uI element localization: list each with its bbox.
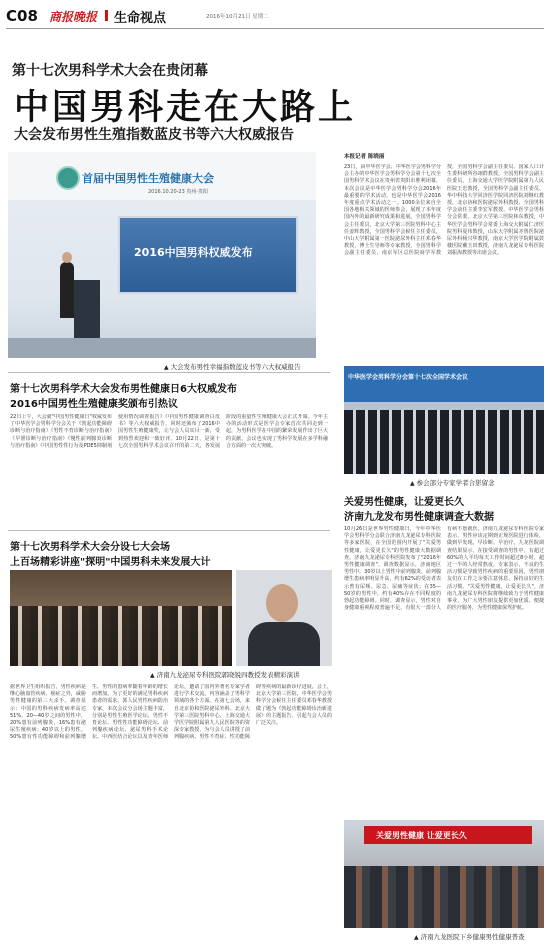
lead-kicker: 第十七次男科学术大会在贵闭幕: [12, 63, 208, 79]
sec2-title-line2: 上百场精彩讲座"探明"中国男科未来发展大计: [10, 557, 211, 568]
byline: 本报记者 陈晓丽: [344, 154, 385, 160]
caption-marker-icon: ▲: [410, 480, 415, 487]
photo2-caption-text: 济南九龙泌尿专科医院郭晓锐四教授发表精彩演讲: [156, 671, 300, 679]
conference-stage-photo: [8, 152, 316, 358]
photo1-caption-text: 大会发布男性幸福指数蓝皮书等六大权威报告: [170, 363, 301, 371]
speaker-head-2: [266, 584, 298, 622]
photo1-caption: [164, 362, 301, 371]
photo5-caption: [414, 932, 525, 941]
section-rule-2: [8, 530, 330, 531]
outreach-banner: 关爱男性健康 让爱更长久: [376, 831, 467, 840]
lead-title: 中国男科走在大路上: [14, 88, 357, 128]
speaker-suit: [248, 622, 320, 666]
section-rule-1: [8, 372, 330, 373]
section-title: 生命视点: [114, 11, 167, 26]
outreach-photo: [344, 820, 544, 928]
page-header: [6, 4, 546, 26]
sec2-title-line1: 第十七次男科学术大会分设七大会场: [10, 542, 170, 553]
screen-title: 2016中国男科权威发布: [134, 246, 253, 259]
caption-marker-icon: ▲: [164, 364, 169, 371]
photo3-caption: [410, 478, 495, 487]
group-photo: [344, 366, 544, 474]
masthead-logo: 商报晚报: [49, 10, 98, 24]
group-people: [344, 410, 544, 474]
banner-date: 2016.10.20-23 贵州·贵阳: [148, 189, 208, 195]
speaker-head: [62, 252, 72, 263]
stage-floor: [8, 338, 316, 358]
speaker-portrait-photo: [236, 570, 332, 666]
podium: [74, 280, 100, 340]
photo2-caption: [150, 670, 300, 679]
header-rule: [6, 28, 544, 29]
sec1-title-line2: 2016中国男性生殖健康奖颁布引热议: [10, 399, 178, 410]
group-banner: 中华医学会男科学分会第十七次全国学术会议: [348, 374, 469, 381]
caption-marker-icon: ▲: [150, 672, 155, 679]
logo-emblem-icon: [56, 166, 80, 190]
sec1-text: 22日上午，大会就"中国男性健康日"权威发布了中华医学会男科学分会关于《勃起功能障碍诊断与治疗指南》《男性不育诊断与治疗指南》《早泄诊断与治疗指南》《慢性前列腺炎诊断与治疗指南》《中国男性性行为及PDE5抑制剂使用情况调查报告》《中国男性健康调查白皮书》等六大权威报告，同时还颁布了2016中国男性生殖健康奖，让与会人员耳目一新，受到热烈欢迎和一致好评。10月22日，是第十七次全国男科学术会议召开的第二天，各发展阶段的重量性生殖健康大会正式开幕。今年主办的活动形式是医学会专家首次共同走到一起，为男科医学在中国的繁荣发展作出了巨大的贡献，会议也实现了男科学发展在多学科融合方面的一次大突破。: [10, 414, 328, 449]
lead-subtitle: 大会发布男性生殖指数蓝皮书等六大权威报告: [14, 127, 294, 143]
crowd: [344, 866, 544, 928]
caption-marker-icon: ▲: [414, 934, 419, 941]
speaker-figure: [60, 262, 74, 318]
sec3-title-line2: 济南九龙发布男性健康调查大数据: [344, 512, 494, 523]
lecture-audience-photo: [10, 570, 232, 666]
sec2-text: 据世界卫生组织报告，男性疾病是继心脑血管疾病、癌症之外，威胁男性健康的第三大杀手。调查显示：中国的男科疾病发病率高达51%，20—40岁之间的男性中，20%患有前列腺炎，16%患有泌尿生殖疾病；40岁以上的男性，50%患有性功能障碍和前列腺增生。男性的患病率随着年龄的增长而增加。为了更好的满足男科疾病患者的需求，郭人民男性疾病防治专家，本次会议分会场主题丰富，分别是男性生殖医学论坛、男性不育论坛、男性性功能障碍论坛、前列腺疾病论坛、泌尿男科手术论坛、中西医结合论坛以及青年医师论坛，邀请了国内外著名专家学者进行学术交流，内容涵盖了男科学领域的各个方面。在第七会场，来自北京协和医院泌尿外科、北京大学第三医院男科中心、上海交通大学医学院附属第九人民医院等的资深专家教授，为与会人员讲授了前列腺疾病、男性不育症、性功能障碍等疾病的最新诊疗进展。会上，北京大学第三医院、中华医学会男科学分会候任主任委员邓春华教授做了题为《勃起功能障碍诊治新进展》的主题报告，引起与会人员的广泛关注。: [10, 684, 332, 741]
photo5-caption-text: 济南九龙医院下乡健康男性健康普查: [420, 933, 525, 941]
sec3-text: 10月26日是世界男性健康日，今年中华医学会男科学分会联合济南九龙泌尿专科医院等多家医院，在全国范围内开展了"关爱男性健康，让爱更长久"的男性健康大数据调查。济南九龙泌尿专科医院发布了"2016年男性健康调查"，调查数据显示，济南地区男性中，30岁以上男性中前列腺炎、前列腺增生患病率明显升高，约有62%的受访者表示曾有尿频、尿急、尿痛等症状；在35—50岁的男性中，约有40%存在不同程度的勃起功能障碍。同时，调查显示，男性对自身健康重视程度普遍不足，有很大一部分人有病不愿就医。济南九龙泌尿专科医院专家表示，男性应该定期到正规医院进行体检，做到早发现、早诊断、早治疗。九龙医院调查结果显示，在接受调查的男性中，有超过60%的人平均每天工作时间超过8小时，超过一半的人经常熬夜。专家表示，不良的生活习惯是导致男性疾病的重要原因，男性朋友们在工作之余要注意休息，保持良好的生活习惯。"关爱男性健康，让爱更长久"，济南九龙泌尿专科医院将继续致力于男性健康事业，为广大男性朋友提供更加优质、便捷的医疗服务，为男性健康保驾护航。: [344, 526, 544, 612]
photo3-caption-text: 参会部分专家学者合影留念: [416, 479, 495, 487]
projection-screen: [118, 216, 298, 294]
sec1-title-line1: 第十七次男科学术大会发布男性健康日6大权威发布: [10, 384, 237, 395]
sec3-title-line1: 关爱男性健康，让爱更长久: [344, 497, 464, 508]
dateline: 2016年10月21日 星期二: [206, 14, 269, 20]
page-number: C08: [6, 7, 38, 25]
audience-rows: [10, 606, 232, 666]
banner-title: 首届中国男性生殖健康大会: [82, 172, 214, 185]
intro-text: 23日，由中华医学会、中华医学会男科学分会主办的中华医学会男科学分会第十七次全国男科学术会议在贵州省贵阳市胜利闭幕，本次会议是中华医学会男科学分会2016年最重要的学术活动，也是中华医学会2016年度重点学术活动之一。1000余位来自全国各地相关领域的医师参会，展现了本年度国内外的最新研究成果和进展。全国男科学会主任委员，北京大学第三医院男科中心主任姜辉教授，全国男科学会候任主任委员，中山大学附属第一医院泌尿外科主任邓春华教授，博士生导师等专家教授，全国男科学会副主任委员，南京军区总医院商学军教授，全国男科学会副主任委员、国家人口计生委科研所谷翊群教授，全国男科学会副主任委员，上海交通大学医学院附属第九人民医院王忠教授，全国男科学会副主任委员、华中科技大学同济医学院同济医院刘继红教授，北京协和医院泌尿外科教授、全国男科学会前任主委李宏军教授，中华医学会男科分会常委、北京大学第三医院林东教授，中华医学会男科学会常委上海交大附属仁济医院男科夏伟教授，山东大学附属齐鲁医院泌尿外科杨兴华教授，南京大学医学院附属鼓楼医院戴玉田教授，济南九龙泌尿专科医院刘振海教授等出席会议。: [344, 164, 544, 257]
divider-mark: [105, 10, 108, 21]
